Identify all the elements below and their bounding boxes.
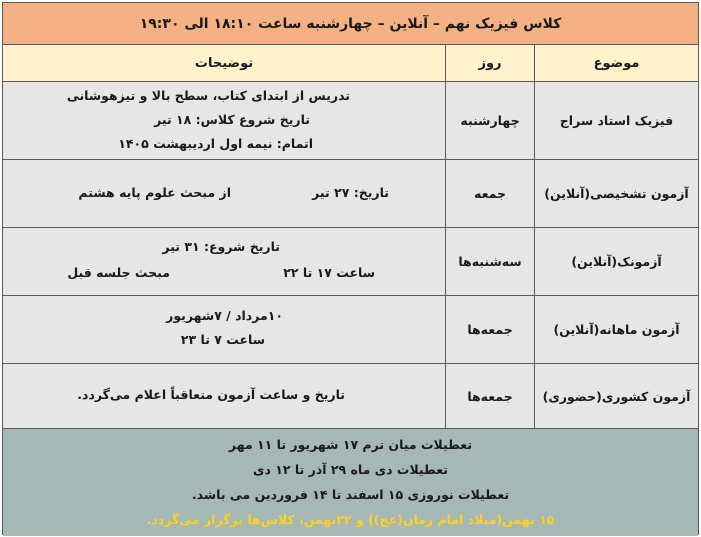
table-row: [3, 296, 698, 364]
footer-line: تعطیلات نوروزی ۱۵ اسفند تا ۱۴ فروردین می باشد.: [191, 487, 510, 502]
description-line: ساعت ۱۷ تا ۲۲: [283, 265, 375, 280]
row-description: [3, 296, 445, 363]
header-description: توضیحات: [194, 55, 254, 71]
row-subject: آزمون ماهانه(آنلاین): [534, 296, 698, 363]
footer-line: تعطیلات دی ماه ۲۹ آذر تا ۱۲ دی: [253, 462, 448, 477]
table-title-text: کلاس فیزیک نهم – آنلاین – چهارشنبه ساعت ۱۸:۱۰ الی ۱۹:۳۰: [139, 15, 562, 32]
description-line: تاریخ و ساعت آزمون متعاقباً اعلام می‌گردد.: [77, 387, 345, 402]
description-line: ساعت ۷ تا ۲۳: [180, 332, 265, 347]
row-day: چهارشنبه: [445, 82, 534, 159]
header-subject: موضوع: [534, 45, 698, 81]
row-day: جمعه: [445, 160, 534, 227]
row-description: [3, 228, 445, 295]
description-line: اتمام: نیمه اول اردیبهشت ۱۴۰۵: [118, 136, 313, 151]
holidays-footer: [3, 429, 698, 536]
description-line: ۱۰مرداد / ۷شهریور: [166, 308, 283, 323]
row-day: جمعه‌ها: [445, 296, 534, 363]
footer-line: تعطیلات میان ترم ۱۷ شهریور تا ۱۱ مهر: [228, 437, 473, 452]
row-description: [3, 82, 445, 159]
row-day: سه‌شنبه‌ها: [445, 228, 534, 295]
row-description: [3, 364, 445, 428]
description-line: تاریخ شروع: ۳۱ تیر: [162, 239, 280, 254]
table-row: [3, 160, 698, 228]
table-row: [3, 364, 698, 429]
row-subject: آزمون کشوری(حضوری): [534, 364, 698, 428]
row-subject: آزمونک(آنلاین): [534, 228, 698, 295]
table-row: [3, 82, 698, 160]
footer-highlight: ۱۵ بهمن(میلاد امام زمان(عج)) و ۲۲بهمن، کلاس‌ها برگزار می‌گردد.: [146, 512, 555, 527]
schedule-table: [2, 2, 699, 535]
row-subject: آزمون تشخیصی(آنلاین): [534, 160, 698, 227]
row-subject: فیزیک استاد سراج: [534, 82, 698, 159]
description-line: تاریخ شروع کلاس: ۱۸ تیر: [154, 112, 310, 127]
row-day: جمعه‌ها: [445, 364, 534, 428]
header-row: [3, 45, 698, 82]
description-line: تاریخ: ۲۷ تیر: [312, 185, 389, 200]
header-day: روز: [445, 45, 534, 81]
description-line: از مبحث علوم پایه هشتم: [78, 185, 231, 200]
description-line: مبحث جلسه قبل: [67, 265, 170, 280]
description-line: تدریس از ابتدای کتاب، سطح بالا و تیزهوشانی: [66, 88, 350, 103]
row-description: [3, 160, 445, 227]
table-title: [3, 3, 698, 45]
table-row: [3, 228, 698, 296]
